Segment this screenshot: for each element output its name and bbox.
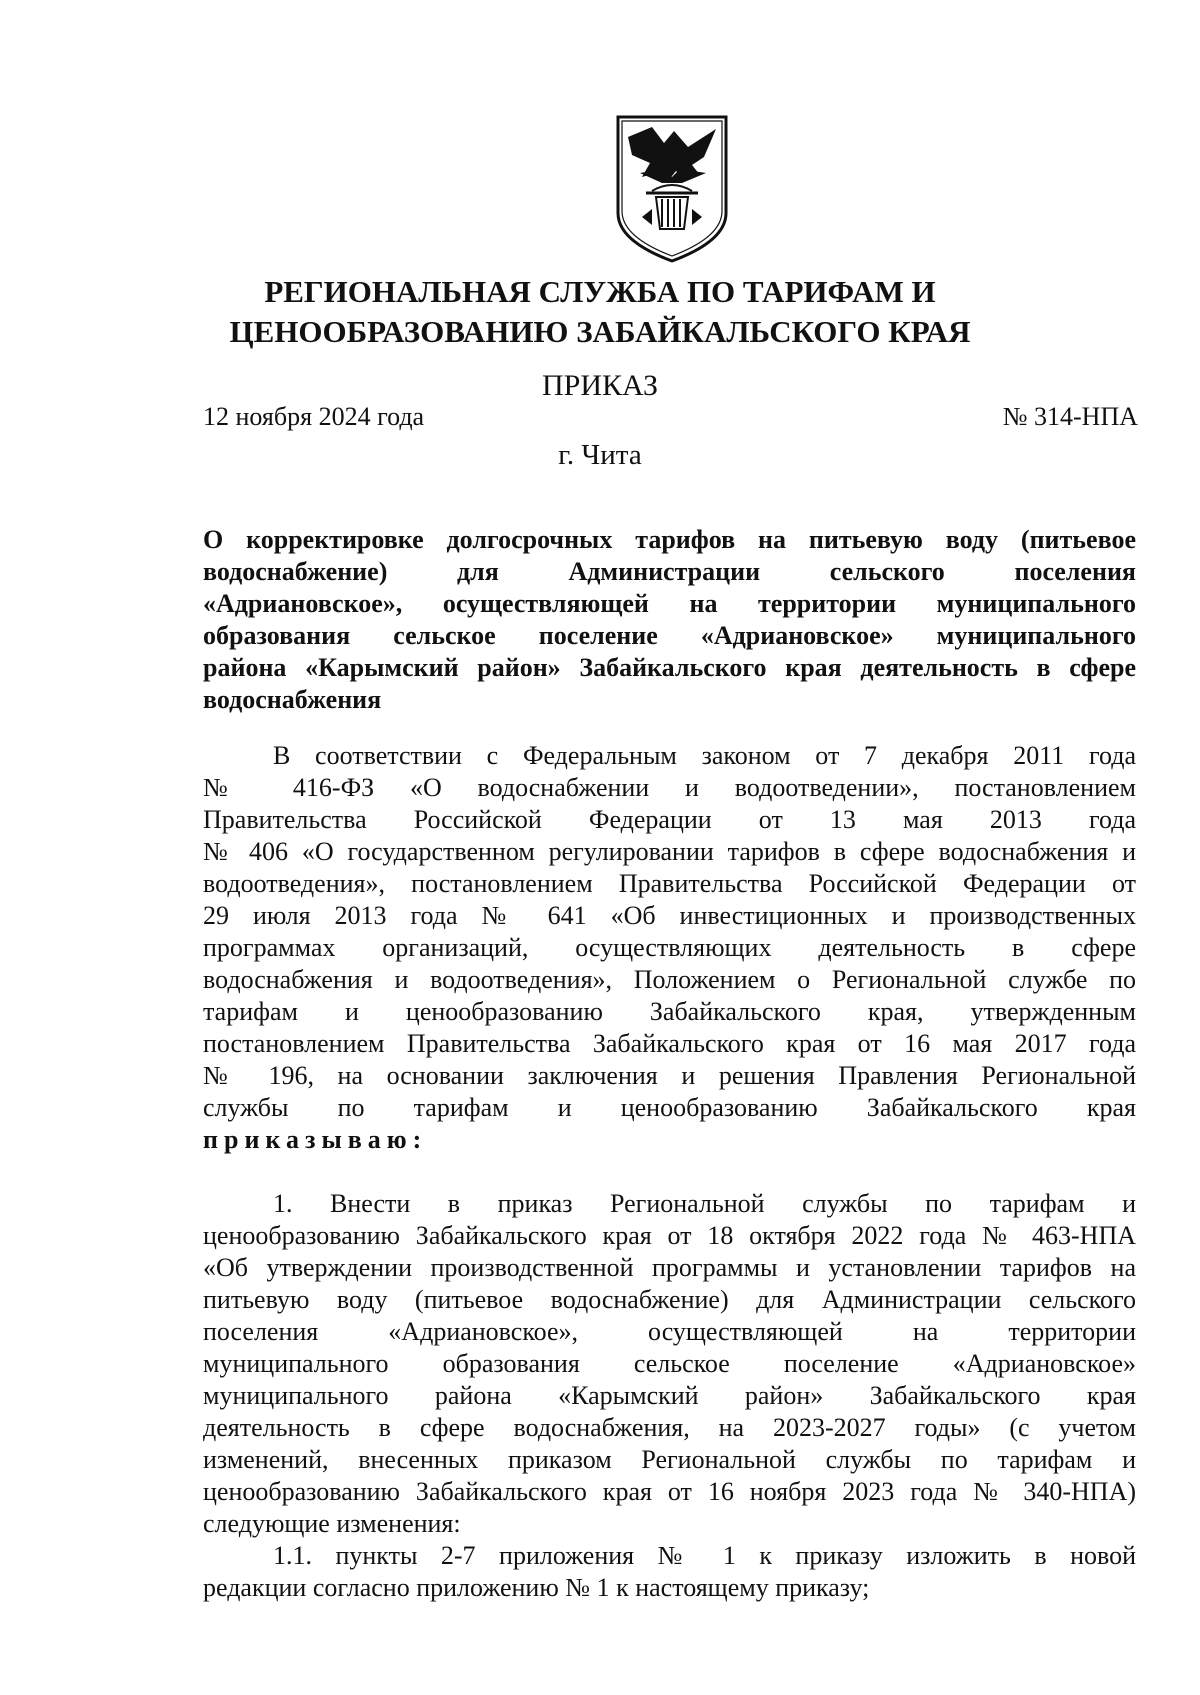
paragraph-line: № 196, на основании заключения и решения Правления Региональной xyxy=(203,1061,1136,1090)
paragraph-line: № 406 «О государственном регулировании тарифов в сфере водоснабжения и xyxy=(203,837,1136,866)
order-word: приказываю: xyxy=(203,1125,428,1154)
item-line: ценообразованию Забайкальского края от 18 октября 2022 года № 463-НПА xyxy=(203,1221,1136,1250)
paragraph-line: водоснабжения и водоотведения», Положением о Региональной службе по xyxy=(203,965,1136,994)
item-line: 1. Внести в приказ Региональной службы по тарифам и xyxy=(273,1189,1136,1218)
coat-of-arms-icon xyxy=(612,113,732,265)
document-date: 12 ноября 2024 года xyxy=(203,402,425,431)
item-line: муниципального района «Карымский район» Забайкальского края xyxy=(203,1381,1136,1410)
agency-name xyxy=(0,272,1200,352)
item-line: поселения «Адриановское», осуществляющей на территории xyxy=(203,1317,1136,1346)
order-items xyxy=(203,1188,1136,1604)
title-line: водоснабжения xyxy=(203,685,382,714)
item-line: следующие изменения: xyxy=(203,1509,461,1538)
paragraph-line: Правительства Российской Федерации от 13 мая 2013 года xyxy=(203,805,1136,834)
title-line: района «Карымский район» Забайкальского края деятельность в сфере xyxy=(203,653,1136,682)
item-line: ценообразованию Забайкальского края от 16 ноября 2023 года № 340-НПА) xyxy=(203,1477,1136,1506)
item-line: деятельность в сфере водоснабжения, на 2023-2027 годы» (с учетом xyxy=(203,1413,1136,1442)
document-city: г. Чита xyxy=(558,439,642,471)
subitem-line: 1.1. пункты 2-7 приложения № 1 к приказу изложить в новой xyxy=(273,1541,1136,1570)
basis-paragraph xyxy=(203,740,1136,1156)
paragraph-line: программах организаций, осуществляющих деятельность в сфере xyxy=(203,933,1136,962)
paragraph-line: службы по тарифам и ценообразованию Забайкальского края xyxy=(203,1093,1136,1122)
agency-name-line: РЕГИОНАЛЬНАЯ СЛУЖБА ПО ТАРИФАМ И xyxy=(264,274,936,309)
title-line: водоснабжение) для Администрации сельского поселения xyxy=(203,557,1136,586)
document-number: № 314-НПА xyxy=(1002,402,1138,431)
title-line: образования сельское поселение «Адриановское» муниципального xyxy=(203,621,1136,650)
item-line: муниципального образования сельское поселение «Адриановское» xyxy=(203,1349,1136,1378)
title-line: «Адриановское», осуществляющей на территории муниципального xyxy=(203,589,1136,618)
paragraph-line: постановлением Правительства Забайкальского края от 16 мая 2017 года xyxy=(203,1029,1136,1058)
subitem-line: редакции согласно приложению № 1 к настоящему приказу; xyxy=(203,1573,870,1602)
title-line: О корректировке долгосрочных тарифов на питьевую воду (питьевое xyxy=(203,525,1136,554)
document-title xyxy=(203,524,1136,716)
paragraph-line: водоотведения», постановлением Правительства Российской Федерации от xyxy=(203,869,1136,898)
agency-name-line: ЦЕНООБРАЗОВАНИЮ ЗАБАЙКАЛЬСКОГО КРАЯ xyxy=(229,314,971,349)
paragraph-line: В соответствии с Федеральным законом от 7 декабря 2011 года xyxy=(273,741,1136,770)
item-line: питьевую воду (питьевое водоснабжение) для Администрации сельского xyxy=(203,1285,1136,1314)
paragraph-line: № 416-ФЗ «О водоснабжении и водоотведении», постановлением xyxy=(203,773,1136,802)
item-line: изменений, внесенных приказом Региональной службы по тарифам и xyxy=(203,1445,1136,1474)
document-type: ПРИКАЗ xyxy=(542,369,658,402)
item-line: «Об утверждении производственной программы и установлении тарифов на xyxy=(203,1253,1136,1282)
paragraph-line: тарифам и ценообразованию Забайкальского края, утвержденным xyxy=(203,997,1136,1026)
paragraph-line: 29 июля 2013 года № 641 «Об инвестиционных и производственных xyxy=(203,901,1136,930)
